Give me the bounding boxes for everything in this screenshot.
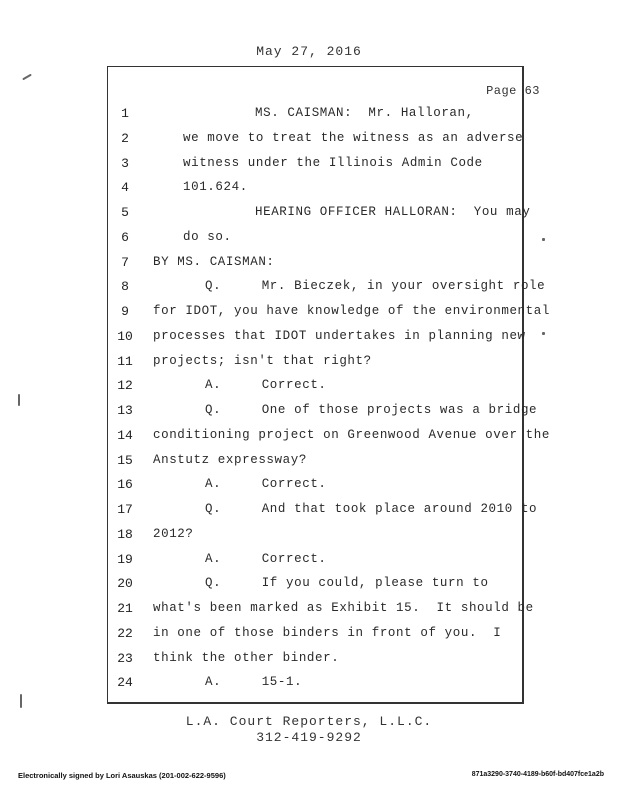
transcript-line: A. Correct. bbox=[205, 477, 327, 491]
electronic-signature: Electronically signed by Lori Asauskas (201-002-622-9596) bbox=[18, 771, 226, 780]
line-number: 19 bbox=[117, 552, 133, 567]
line-number: 24 bbox=[117, 675, 133, 690]
document-id: 871a3290-3740-4189-b60f-bd407fce1a2b bbox=[471, 771, 604, 778]
transcript-line: Q. And that took place around 2010 to bbox=[205, 502, 538, 516]
scan-mark bbox=[18, 394, 20, 406]
line-number: 10 bbox=[117, 329, 133, 344]
line-number: 14 bbox=[117, 428, 133, 443]
court-reporter-phone: 312-419-9292 bbox=[256, 730, 362, 745]
line-number: 21 bbox=[117, 601, 133, 616]
line-number: 6 bbox=[121, 230, 129, 245]
line-number: 11 bbox=[117, 354, 133, 369]
page-number: Page 63 bbox=[486, 84, 540, 98]
line-number: 12 bbox=[117, 378, 133, 393]
scan-mark bbox=[20, 694, 22, 708]
line-number: 8 bbox=[121, 279, 129, 294]
line-number: 4 bbox=[121, 180, 129, 195]
transcript-line: conditioning project on Greenwood Avenue over the bbox=[153, 428, 550, 442]
scan-mark bbox=[22, 74, 32, 81]
transcript-line: A. Correct. bbox=[205, 378, 327, 392]
transcript-line: 101.624. bbox=[183, 180, 248, 194]
transcript-line: we move to treat the witness as an adverse bbox=[183, 131, 524, 145]
transcript-line: in one of those binders in front of you. I bbox=[153, 626, 502, 640]
line-number: 17 bbox=[117, 502, 133, 517]
line-number: 9 bbox=[121, 304, 129, 319]
transcript-line: A. Correct. bbox=[205, 552, 327, 566]
line-number: 18 bbox=[117, 527, 133, 542]
line-number: 13 bbox=[117, 403, 133, 418]
line-number: 2 bbox=[121, 131, 129, 146]
transcript-date: May 27, 2016 bbox=[256, 44, 362, 59]
line-number: 20 bbox=[117, 576, 133, 591]
transcript-line: what's been marked as Exhibit 15. It should be bbox=[153, 601, 534, 615]
line-number: 7 bbox=[121, 255, 129, 270]
line-number: 1 bbox=[121, 106, 129, 121]
transcript-line: think the other binder. bbox=[153, 651, 340, 665]
transcript-line: projects; isn't that right? bbox=[153, 354, 372, 368]
transcript-line: 2012? bbox=[153, 527, 194, 541]
scan-mark bbox=[542, 238, 545, 241]
court-reporter-name: L.A. Court Reporters, L.L.C. bbox=[185, 714, 433, 729]
line-number: 3 bbox=[121, 156, 129, 171]
line-number: 23 bbox=[117, 651, 133, 666]
transcript-line: Q. Mr. Bieczek, in your oversight role bbox=[205, 279, 546, 293]
line-number: 22 bbox=[117, 626, 133, 641]
transcript-line: processes that IDOT undertakes in planning new bbox=[153, 329, 526, 343]
line-number: 15 bbox=[117, 453, 133, 468]
transcript-line: witness under the Illinois Admin Code bbox=[183, 156, 483, 170]
line-number: 16 bbox=[117, 477, 133, 492]
line-number: 5 bbox=[121, 205, 129, 220]
transcript-line: A. 15-1. bbox=[205, 675, 303, 689]
transcript-line: Anstutz expressway? bbox=[153, 453, 307, 467]
transcript-line: HEARING OFFICER HALLORAN: You may bbox=[255, 205, 531, 219]
transcript-line: for IDOT, you have knowledge of the environmental bbox=[153, 304, 550, 318]
scan-mark bbox=[542, 332, 545, 335]
transcript-line: Q. One of those projects was a bridge bbox=[205, 403, 538, 417]
transcript-line: Q. If you could, please turn to bbox=[205, 576, 489, 590]
transcript-line: BY MS. CAISMAN: bbox=[153, 255, 275, 269]
transcript-line: MS. CAISMAN: Mr. Halloran, bbox=[255, 106, 474, 120]
transcript-line: do so. bbox=[183, 230, 232, 244]
